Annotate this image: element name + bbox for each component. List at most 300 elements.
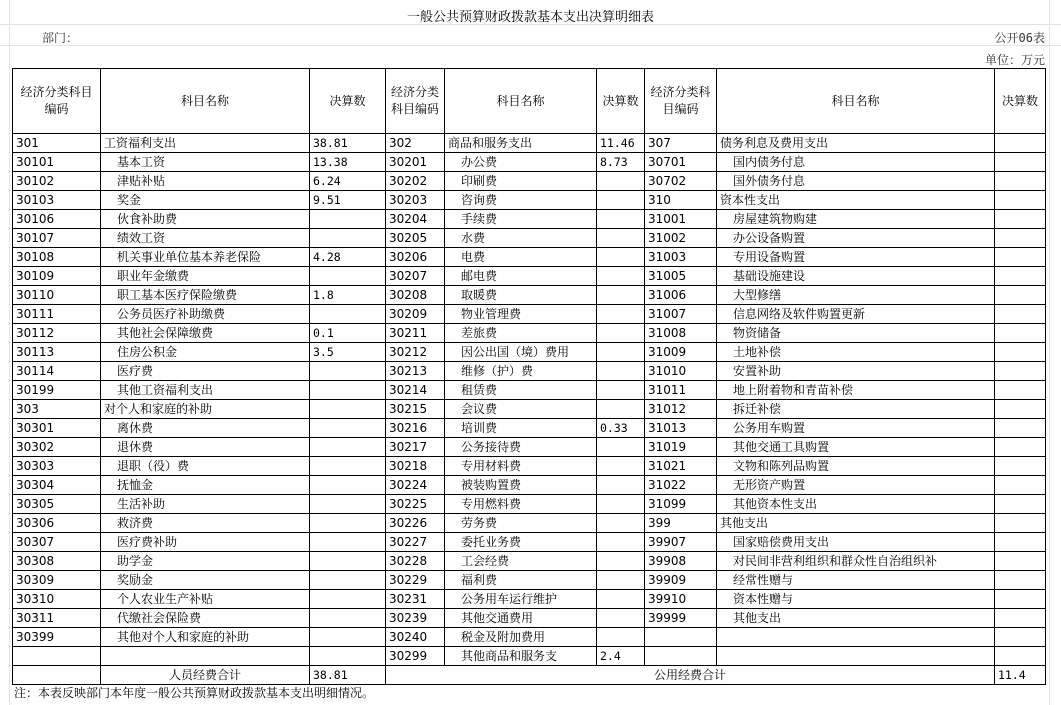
code-cell[interactable]: 30213 xyxy=(386,362,445,381)
footnote: 注：本表反映部门本年度一般公共预算财政拨款基本支出明细情况。 xyxy=(14,686,375,700)
amount-cell[interactable]: 11.46 xyxy=(597,134,645,153)
amount-cell[interactable] xyxy=(995,647,1046,666)
amount-cell[interactable] xyxy=(597,514,645,533)
name-cell[interactable]: 其他交通工具购置 xyxy=(717,438,995,457)
amount-cell[interactable] xyxy=(995,343,1046,362)
name-cell[interactable]: 邮电费 xyxy=(445,267,597,286)
expenditure-table xyxy=(12,68,1046,685)
amount-cell[interactable] xyxy=(995,248,1046,267)
code-cell[interactable]: 30240 xyxy=(386,628,445,647)
table-row xyxy=(13,609,1046,628)
name-cell[interactable]: 培训费 xyxy=(445,419,597,438)
name-cell[interactable]: 物资储备 xyxy=(717,324,995,343)
code-cell[interactable]: 303 xyxy=(13,400,101,419)
table-row xyxy=(13,457,1046,476)
name-cell[interactable]: 办公设备购置 xyxy=(717,229,995,248)
name-cell[interactable]: 专用燃料费 xyxy=(445,495,597,514)
code-cell[interactable]: 30216 xyxy=(386,419,445,438)
amount-cell[interactable] xyxy=(597,305,645,324)
amount-cell[interactable] xyxy=(995,210,1046,229)
amount-cell[interactable]: 3.5 xyxy=(310,343,386,362)
code-cell[interactable]: 30209 xyxy=(386,305,445,324)
code-cell[interactable]: 30307 xyxy=(13,533,101,552)
amount-cell[interactable] xyxy=(310,267,386,286)
amount-cell[interactable] xyxy=(597,476,645,495)
name-cell[interactable]: 对民间非营利组织和群众性自治组织补 xyxy=(717,552,995,571)
table-row xyxy=(13,381,1046,400)
code-cell[interactable]: 30306 xyxy=(13,514,101,533)
name-cell[interactable]: 退职（役）费 xyxy=(101,457,310,476)
amount-cell[interactable] xyxy=(995,419,1046,438)
personnel-total-value[interactable]: 38.81 xyxy=(310,666,386,685)
code-cell[interactable]: 301 xyxy=(13,134,101,153)
amount-cell[interactable] xyxy=(310,229,386,248)
code-cell[interactable] xyxy=(645,628,717,647)
code-cell[interactable]: 399 xyxy=(645,514,717,533)
name-cell[interactable]: 差旅费 xyxy=(445,324,597,343)
table-row xyxy=(13,419,1046,438)
name-cell[interactable]: 其他资本性支出 xyxy=(717,495,995,514)
amount-cell[interactable] xyxy=(995,495,1046,514)
code-cell[interactable]: 30212 xyxy=(386,343,445,362)
code-cell[interactable]: 30225 xyxy=(386,495,445,514)
amount-cell[interactable]: 0.1 xyxy=(310,324,386,343)
header-name[interactable]: 科目名称 xyxy=(101,69,310,134)
code-cell[interactable] xyxy=(13,647,101,666)
amount-cell[interactable] xyxy=(995,324,1046,343)
name-cell[interactable]: 工资福利支出 xyxy=(101,134,310,153)
name-cell[interactable]: 其他社会保障缴费 xyxy=(101,324,310,343)
name-cell[interactable]: 工会经费 xyxy=(445,552,597,571)
name-cell[interactable]: 医疗费补助 xyxy=(101,533,310,552)
name-cell[interactable]: 委托业务费 xyxy=(445,533,597,552)
name-cell[interactable]: 住房公积金 xyxy=(101,343,310,362)
table-body xyxy=(13,134,1046,666)
amount-cell[interactable] xyxy=(310,590,386,609)
name-cell[interactable]: 其他商品和服务支 xyxy=(445,647,597,666)
amount-cell[interactable] xyxy=(995,609,1046,628)
code-cell[interactable]: 31019 xyxy=(645,438,717,457)
table-row xyxy=(13,229,1046,248)
table-row xyxy=(13,134,1046,153)
sheet-gridline xyxy=(0,45,1061,46)
name-cell[interactable]: 退休费 xyxy=(101,438,310,457)
name-cell[interactable]: 其他交通费用 xyxy=(445,609,597,628)
code-cell[interactable]: 30399 xyxy=(13,628,101,647)
name-cell[interactable]: 津贴补贴 xyxy=(101,172,310,191)
name-cell[interactable]: 公务用车购置 xyxy=(717,419,995,438)
code-cell[interactable]: 30311 xyxy=(13,609,101,628)
amount-cell[interactable] xyxy=(995,571,1046,590)
name-cell[interactable] xyxy=(717,628,995,647)
amount-cell[interactable]: 38.81 xyxy=(310,134,386,153)
form-number: 公开06表 xyxy=(994,31,1045,45)
public-total-value[interactable]: 11.4 xyxy=(995,666,1046,685)
amount-cell[interactable] xyxy=(995,305,1046,324)
code-cell[interactable]: 30227 xyxy=(386,533,445,552)
amount-cell[interactable] xyxy=(995,438,1046,457)
name-cell[interactable]: 其他支出 xyxy=(717,609,995,628)
code-cell[interactable]: 31009 xyxy=(645,343,717,362)
table-row xyxy=(13,495,1046,514)
amount-cell[interactable] xyxy=(597,362,645,381)
table-row xyxy=(13,476,1046,495)
amount-cell[interactable]: 4.28 xyxy=(310,248,386,267)
name-cell[interactable]: 地上附着物和青苗补偿 xyxy=(717,381,995,400)
name-cell[interactable]: 对个人和家庭的补助 xyxy=(101,400,310,419)
code-cell[interactable]: 30205 xyxy=(386,229,445,248)
amount-cell[interactable] xyxy=(995,476,1046,495)
amount-cell[interactable] xyxy=(310,628,386,647)
table-row xyxy=(13,343,1046,362)
name-cell[interactable]: 生活补助 xyxy=(101,495,310,514)
name-cell[interactable]: 办公费 xyxy=(445,153,597,172)
name-cell[interactable]: 资本性赠与 xyxy=(717,590,995,609)
amount-cell[interactable] xyxy=(597,400,645,419)
public-total-label[interactable]: 公用经费合计 xyxy=(386,666,995,685)
code-cell[interactable]: 31022 xyxy=(645,476,717,495)
code-cell[interactable]: 31012 xyxy=(645,400,717,419)
code-cell[interactable]: 30199 xyxy=(13,381,101,400)
code-cell[interactable]: 307 xyxy=(645,134,717,153)
table-row xyxy=(13,647,1046,666)
name-cell[interactable]: 其他对个人和家庭的补助 xyxy=(101,628,310,647)
name-cell[interactable]: 安置补助 xyxy=(717,362,995,381)
name-cell[interactable]: 印刷费 xyxy=(445,172,597,191)
code-cell[interactable]: 30211 xyxy=(386,324,445,343)
code-cell[interactable]: 39910 xyxy=(645,590,717,609)
code-cell[interactable]: 39999 xyxy=(645,609,717,628)
code-cell[interactable]: 30108 xyxy=(13,248,101,267)
code-cell[interactable]: 30107 xyxy=(13,229,101,248)
name-cell[interactable]: 助学金 xyxy=(101,552,310,571)
name-cell[interactable]: 职业年金缴费 xyxy=(101,267,310,286)
amount-cell[interactable] xyxy=(995,400,1046,419)
amount-cell[interactable] xyxy=(995,153,1046,172)
amount-cell[interactable] xyxy=(310,647,386,666)
table-row xyxy=(13,533,1046,552)
amount-cell[interactable] xyxy=(597,229,645,248)
unit-label: 单位：万元 xyxy=(984,53,1045,67)
amount-cell[interactable]: 8.73 xyxy=(597,153,645,172)
name-cell[interactable]: 职工基本医疗保险缴费 xyxy=(101,286,310,305)
code-cell[interactable]: 31021 xyxy=(645,457,717,476)
name-cell[interactable]: 基础设施建设 xyxy=(717,267,995,286)
code-cell[interactable]: 30305 xyxy=(13,495,101,514)
name-cell[interactable]: 奖励金 xyxy=(101,571,310,590)
amount-cell[interactable] xyxy=(310,305,386,324)
name-cell[interactable]: 手续费 xyxy=(445,210,597,229)
code-cell[interactable]: 30218 xyxy=(386,457,445,476)
code-cell[interactable]: 30224 xyxy=(386,476,445,495)
name-cell[interactable]: 经常性赠与 xyxy=(717,571,995,590)
code-cell[interactable]: 30207 xyxy=(386,267,445,286)
code-cell[interactable]: 30204 xyxy=(386,210,445,229)
amount-cell[interactable] xyxy=(310,476,386,495)
amount-cell[interactable] xyxy=(310,210,386,229)
code-cell[interactable]: 30239 xyxy=(386,609,445,628)
code-cell[interactable] xyxy=(645,647,717,666)
name-cell[interactable]: 伙食补助费 xyxy=(101,210,310,229)
name-cell[interactable]: 租赁费 xyxy=(445,381,597,400)
name-cell[interactable]: 代缴社会保险费 xyxy=(101,609,310,628)
code-cell[interactable]: 30229 xyxy=(386,571,445,590)
amount-cell[interactable]: 6.24 xyxy=(310,172,386,191)
name-cell[interactable]: 专用材料费 xyxy=(445,457,597,476)
amount-cell[interactable] xyxy=(597,438,645,457)
table-row xyxy=(13,438,1046,457)
code-cell[interactable]: 30310 xyxy=(13,590,101,609)
name-cell[interactable]: 离休费 xyxy=(101,419,310,438)
table-row xyxy=(13,590,1046,609)
amount-cell[interactable] xyxy=(597,172,645,191)
name-cell[interactable]: 福利费 xyxy=(445,571,597,590)
name-cell[interactable]: 维修（护）费 xyxy=(445,362,597,381)
code-cell[interactable]: 39908 xyxy=(645,552,717,571)
name-cell[interactable]: 因公出国（境）费用 xyxy=(445,343,597,362)
code-cell[interactable]: 31007 xyxy=(645,305,717,324)
name-cell[interactable]: 被装购置费 xyxy=(445,476,597,495)
name-cell[interactable]: 国内债务付息 xyxy=(717,153,995,172)
amount-cell[interactable] xyxy=(597,571,645,590)
table-row xyxy=(13,552,1046,571)
code-cell[interactable]: 31008 xyxy=(645,324,717,343)
code-cell[interactable]: 30206 xyxy=(386,248,445,267)
code-cell[interactable]: 31005 xyxy=(645,267,717,286)
header-row xyxy=(13,69,1046,134)
name-cell[interactable]: 资本性支出 xyxy=(717,191,995,210)
code-cell[interactable]: 30202 xyxy=(386,172,445,191)
code-cell[interactable]: 30112 xyxy=(13,324,101,343)
code-cell[interactable]: 31006 xyxy=(645,286,717,305)
amount-cell[interactable]: 1.8 xyxy=(310,286,386,305)
code-cell[interactable]: 30299 xyxy=(386,647,445,666)
name-cell[interactable]: 电费 xyxy=(445,248,597,267)
amount-cell[interactable] xyxy=(597,533,645,552)
code-cell[interactable]: 30208 xyxy=(386,286,445,305)
name-cell[interactable]: 无形资产购置 xyxy=(717,476,995,495)
name-cell[interactable]: 土地补偿 xyxy=(717,343,995,362)
name-cell[interactable]: 奖金 xyxy=(101,191,310,210)
amount-cell[interactable] xyxy=(597,552,645,571)
code-cell[interactable]: 30101 xyxy=(13,153,101,172)
code-cell[interactable]: 30701 xyxy=(645,153,717,172)
name-cell[interactable]: 咨询费 xyxy=(445,191,597,210)
code-cell[interactable]: 31011 xyxy=(645,381,717,400)
code-cell[interactable]: 30203 xyxy=(386,191,445,210)
amount-cell[interactable] xyxy=(310,438,386,457)
amount-cell[interactable] xyxy=(310,609,386,628)
amount-cell[interactable] xyxy=(995,267,1046,286)
code-cell[interactable]: 31002 xyxy=(645,229,717,248)
amount-cell[interactable] xyxy=(995,590,1046,609)
name-cell[interactable]: 债务利息及费用支出 xyxy=(717,134,995,153)
amount-cell[interactable] xyxy=(310,552,386,571)
amount-cell[interactable] xyxy=(310,381,386,400)
personnel-total-label[interactable]: 人员经费合计 xyxy=(101,666,310,685)
name-cell[interactable]: 国家赔偿费用支出 xyxy=(717,533,995,552)
header-code[interactable]: 经济分类科目编码 xyxy=(386,69,445,134)
header-amount[interactable]: 决算数 xyxy=(310,69,386,134)
amount-cell[interactable] xyxy=(310,514,386,533)
code-cell[interactable]: 30106 xyxy=(13,210,101,229)
amount-cell[interactable] xyxy=(597,286,645,305)
table-row xyxy=(13,191,1046,210)
amount-cell[interactable] xyxy=(597,590,645,609)
table-row xyxy=(13,514,1046,533)
page-title: 一般公共预算财政拨款基本支出决算明细表 xyxy=(406,10,654,25)
name-cell[interactable]: 基本工资 xyxy=(101,153,310,172)
name-cell[interactable]: 个人农业生产补贴 xyxy=(101,590,310,609)
amount-cell[interactable]: 9.51 xyxy=(310,191,386,210)
amount-cell[interactable] xyxy=(995,191,1046,210)
amount-cell[interactable] xyxy=(310,495,386,514)
amount-cell[interactable] xyxy=(995,362,1046,381)
table-row xyxy=(13,153,1046,172)
name-cell[interactable]: 物业管理费 xyxy=(445,305,597,324)
code-cell[interactable]: 30231 xyxy=(386,590,445,609)
name-cell[interactable]: 税金及附加费用 xyxy=(445,628,597,647)
name-cell[interactable]: 公务用车运行维护 xyxy=(445,590,597,609)
name-cell[interactable]: 会议费 xyxy=(445,400,597,419)
amount-cell[interactable]: 0.33 xyxy=(597,419,645,438)
table-row xyxy=(13,248,1046,267)
table-row xyxy=(13,628,1046,647)
header-name[interactable]: 科目名称 xyxy=(717,69,995,134)
name-cell[interactable]: 信息网络及软件购置更新 xyxy=(717,305,995,324)
code-cell[interactable]: 30114 xyxy=(13,362,101,381)
name-cell[interactable] xyxy=(717,647,995,666)
name-cell[interactable]: 商品和服务支出 xyxy=(445,134,597,153)
name-cell[interactable]: 公务接待费 xyxy=(445,438,597,457)
code-cell[interactable]: 30111 xyxy=(13,305,101,324)
code-cell[interactable]: 310 xyxy=(645,191,717,210)
table-row xyxy=(13,571,1046,590)
name-cell[interactable]: 绩效工资 xyxy=(101,229,310,248)
table-cell[interactable] xyxy=(13,666,101,685)
code-cell[interactable]: 31001 xyxy=(645,210,717,229)
table-row xyxy=(13,324,1046,343)
code-cell[interactable]: 30110 xyxy=(13,286,101,305)
code-cell[interactable]: 30102 xyxy=(13,172,101,191)
amount-cell[interactable] xyxy=(995,533,1046,552)
amount-cell[interactable] xyxy=(597,210,645,229)
name-cell[interactable]: 取暖费 xyxy=(445,286,597,305)
name-cell[interactable]: 文物和陈列品购置 xyxy=(717,457,995,476)
name-cell[interactable]: 救济费 xyxy=(101,514,310,533)
code-cell[interactable]: 30228 xyxy=(386,552,445,571)
name-cell[interactable]: 抚恤金 xyxy=(101,476,310,495)
amount-cell[interactable] xyxy=(597,381,645,400)
amount-cell[interactable] xyxy=(995,229,1046,248)
name-cell[interactable]: 劳务费 xyxy=(445,514,597,533)
amount-cell[interactable] xyxy=(995,514,1046,533)
code-cell[interactable]: 30226 xyxy=(386,514,445,533)
header-code[interactable]: 经济分类科目编码 xyxy=(13,69,101,134)
code-cell[interactable]: 39909 xyxy=(645,571,717,590)
amount-cell[interactable] xyxy=(310,457,386,476)
code-cell[interactable]: 30201 xyxy=(386,153,445,172)
amount-cell[interactable]: 13.38 xyxy=(310,153,386,172)
name-cell[interactable] xyxy=(101,647,310,666)
name-cell[interactable]: 机关事业单位基本养老保险 xyxy=(101,248,310,267)
code-cell[interactable]: 30303 xyxy=(13,457,101,476)
name-cell[interactable]: 其他支出 xyxy=(717,514,995,533)
amount-cell[interactable] xyxy=(310,533,386,552)
amount-cell[interactable] xyxy=(597,609,645,628)
amount-cell[interactable] xyxy=(995,628,1046,647)
code-cell[interactable]: 39907 xyxy=(645,533,717,552)
code-cell[interactable]: 30308 xyxy=(13,552,101,571)
amount-cell[interactable] xyxy=(995,134,1046,153)
amount-cell[interactable] xyxy=(995,381,1046,400)
name-cell[interactable]: 国外债务付息 xyxy=(717,172,995,191)
name-cell[interactable]: 拆迁补偿 xyxy=(717,400,995,419)
name-cell[interactable]: 其他工资福利支出 xyxy=(101,381,310,400)
name-cell[interactable]: 大型修缮 xyxy=(717,286,995,305)
amount-cell[interactable] xyxy=(597,267,645,286)
name-cell[interactable]: 医疗费 xyxy=(101,362,310,381)
header-code[interactable]: 经济分类科目编码 xyxy=(645,69,717,134)
amount-cell[interactable] xyxy=(597,457,645,476)
header-amount[interactable]: 决算数 xyxy=(995,69,1046,134)
code-cell[interactable]: 31003 xyxy=(645,248,717,267)
code-cell[interactable]: 30302 xyxy=(13,438,101,457)
code-cell[interactable]: 30217 xyxy=(386,438,445,457)
code-cell[interactable]: 30215 xyxy=(386,400,445,419)
name-cell[interactable]: 公务员医疗补助缴费 xyxy=(101,305,310,324)
amount-cell[interactable] xyxy=(995,457,1046,476)
table-row xyxy=(13,172,1046,191)
header-name[interactable]: 科目名称 xyxy=(445,69,597,134)
amount-cell[interactable] xyxy=(995,286,1046,305)
header-amount[interactable]: 决算数 xyxy=(597,69,645,134)
code-cell[interactable]: 31099 xyxy=(645,495,717,514)
amount-cell[interactable] xyxy=(597,324,645,343)
code-cell[interactable]: 30309 xyxy=(13,571,101,590)
code-cell[interactable]: 31010 xyxy=(645,362,717,381)
code-cell[interactable]: 30214 xyxy=(386,381,445,400)
code-cell[interactable]: 31013 xyxy=(645,419,717,438)
amount-cell[interactable] xyxy=(597,248,645,267)
name-cell[interactable]: 专用设备购置 xyxy=(717,248,995,267)
amount-cell[interactable] xyxy=(310,362,386,381)
code-cell[interactable]: 30113 xyxy=(13,343,101,362)
table-row xyxy=(13,305,1046,324)
code-cell[interactable]: 302 xyxy=(386,134,445,153)
amount-cell[interactable] xyxy=(995,172,1046,191)
code-cell[interactable]: 30109 xyxy=(13,267,101,286)
amount-cell[interactable]: 2.4 xyxy=(597,647,645,666)
code-cell[interactable]: 30304 xyxy=(13,476,101,495)
amount-cell[interactable] xyxy=(310,419,386,438)
code-cell[interactable]: 30301 xyxy=(13,419,101,438)
name-cell[interactable]: 房屋建筑物购建 xyxy=(717,210,995,229)
amount-cell[interactable] xyxy=(995,552,1046,571)
amount-cell[interactable] xyxy=(310,400,386,419)
code-cell[interactable]: 30702 xyxy=(645,172,717,191)
totals-row xyxy=(13,666,1046,685)
amount-cell[interactable] xyxy=(597,628,645,647)
table-row xyxy=(13,400,1046,419)
amount-cell[interactable] xyxy=(597,495,645,514)
code-cell[interactable]: 30103 xyxy=(13,191,101,210)
amount-cell[interactable] xyxy=(310,571,386,590)
amount-cell[interactable] xyxy=(597,191,645,210)
sheet-gridline xyxy=(9,0,10,705)
amount-cell[interactable] xyxy=(597,343,645,362)
name-cell[interactable]: 水费 xyxy=(445,229,597,248)
